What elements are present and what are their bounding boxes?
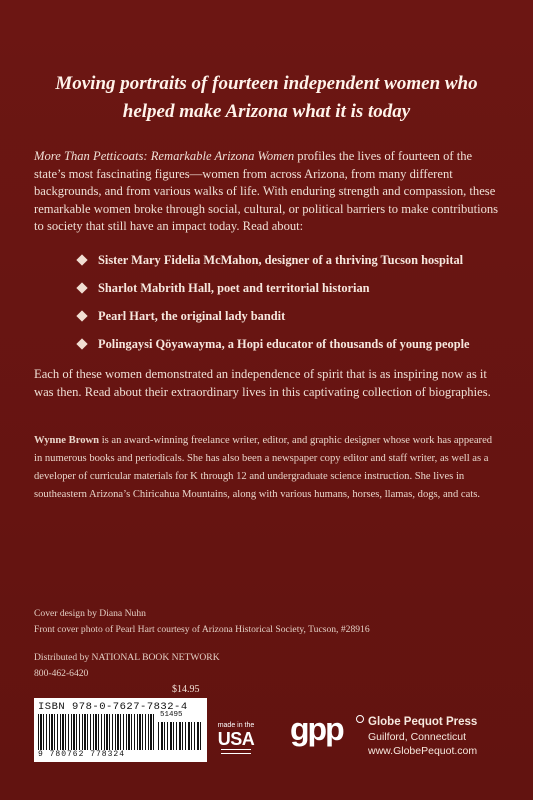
- photo-credit: Front cover photo of Pearl Hart courtesy of Arizona Historical Society, Tucson, #28916: [34, 624, 370, 635]
- publisher-info: [368, 714, 533, 758]
- price: $14.95: [172, 684, 200, 695]
- list-item: [78, 308, 503, 324]
- author-name: Wynne Brown: [34, 435, 100, 446]
- intro-paragraph: [34, 148, 499, 236]
- author-bio-text: is an award-winning freelance writer, editor, and graphic designer whose work has appeared in numerous books and periodicals. She has also been a newspaper copy editor and staff writer, as well as a developer of curricular materials for K through 12 and undergraduate science instruction. She lives in southeastern Arizona’s Chiricahua Mountains, along with various humans, horses, llamas, dogs, and cats.: [34, 435, 493, 500]
- registered-mark-icon: [357, 716, 364, 723]
- diamond-bullet-icon: [76, 254, 87, 265]
- publisher-website: www.GlobePequot.com: [368, 745, 478, 757]
- gpp-publisher-logo: [290, 712, 365, 752]
- closing-paragraph: Each of these women demonstrated an independence of spirit that is as inspiring now as it was then. Read about their extraordinary lives in this captivating collection of biographies.: [34, 367, 491, 399]
- usa-text: USA: [217, 729, 255, 749]
- gpp-logo-text: gpp: [290, 712, 343, 747]
- list-item: [78, 252, 503, 268]
- diamond-bullet-icon: [76, 310, 87, 321]
- featured-women-list: [78, 252, 503, 364]
- flag-stripes-icon: [221, 749, 251, 754]
- list-item: [78, 280, 503, 296]
- ean-digits: 9 780762 778324: [38, 750, 126, 759]
- barcode-bars-icon: [38, 714, 154, 750]
- cover-design-credit: Cover design by Diana Nuhn: [34, 608, 146, 619]
- isbn-number: ISBN 978-0-7627-7832-4: [38, 701, 188, 713]
- made-in-the-text: made in the: [217, 722, 255, 729]
- diamond-bullet-icon: [76, 338, 87, 349]
- publisher-name: Globe Pequot Press: [368, 716, 478, 728]
- book-title: More Than Petticoats: Remarkable Arizona Women: [34, 149, 295, 163]
- made-in-usa-logo: [214, 722, 258, 754]
- distribution-info: [34, 650, 220, 682]
- list-item-text: Polingaysi Qöyawayma, a Hopi educator of thousands of young people: [98, 337, 470, 351]
- intro-text: profiles the lives of fourteen of the state’s most fascinating figures—women from across Arizona, from many different backgrounds, and from various walks of life. With enduring strength and compassion, these remarkable women broke through social, cultural, or political barriers to make contributions to society that still have an impact today. Read about:: [34, 149, 499, 234]
- isbn-barcode: [34, 698, 207, 762]
- list-item-text: Pearl Hart, the original lady bandit: [98, 309, 286, 323]
- price-addon-code: 51495: [160, 711, 183, 719]
- author-bio: [34, 432, 499, 504]
- distributor-phone: 800-462-6420: [34, 668, 89, 679]
- addon-barcode-bars-icon: [158, 722, 202, 750]
- list-item-text: Sister Mary Fidelia McMahon, designer of a thriving Tucson hospital: [98, 253, 464, 267]
- diamond-bullet-icon: [76, 282, 87, 293]
- cover-credits: [34, 606, 370, 638]
- distributor: Distributed by NATIONAL BOOK NETWORK: [34, 652, 220, 663]
- list-item: [78, 336, 503, 352]
- publisher-location: Guilford, Connecticut: [368, 731, 467, 743]
- list-item-text: Sharlot Mabrith Hall, poet and territorial historian: [98, 281, 370, 295]
- tagline: Moving portraits of fourteen independent women who helped make Arizona what it is today: [55, 73, 478, 122]
